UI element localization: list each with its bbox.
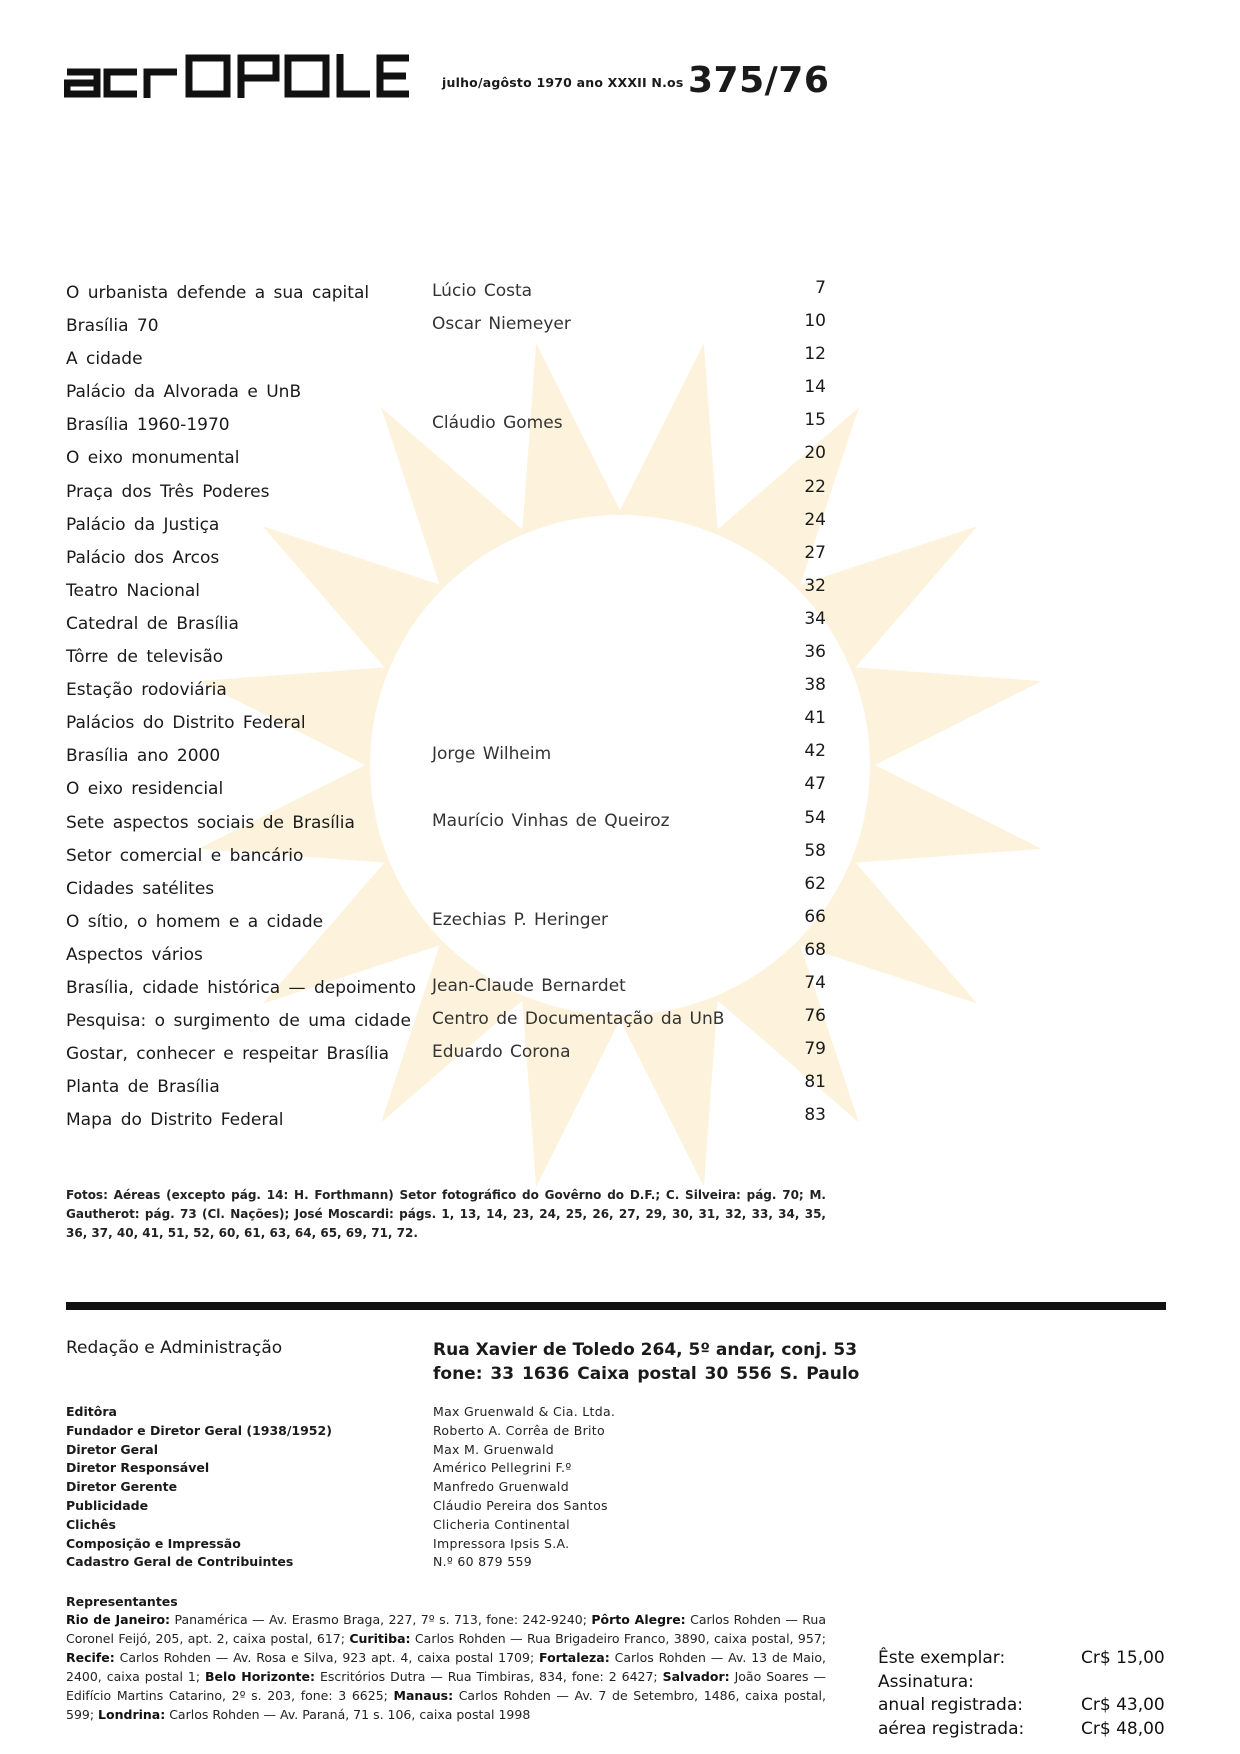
representante-detail: Escritórios Dutra — Rua Timbiras, 834, fone: 2 6427; — [314, 1669, 663, 1684]
toc-row — [66, 374, 826, 407]
toc-author: Lúcio Costa — [432, 281, 533, 301]
representante-city: Rio de Janeiro: — [66, 1612, 171, 1627]
staff-role: Editôra — [66, 1404, 117, 1419]
staff-role: Publicidade — [66, 1497, 149, 1513]
staff-row — [66, 1404, 766, 1423]
representante-detail: Carlos Rohden — Av. 13 de Maio, 2400, caixa postal 1; — [66, 1650, 826, 1684]
price-value: Cr$ 15,00 — [1081, 1648, 1165, 1668]
toc-title: Praça dos Três Poderes — [66, 481, 270, 502]
representante-detail: Carlos Rohden — Rua Brigadeiro Franco, 3890, caixa postal, 957; — [410, 1631, 826, 1646]
toc-page-number: 22 — [804, 476, 826, 497]
toc-row — [66, 1003, 826, 1036]
toc-row — [66, 1036, 826, 1069]
representante-city: Fortaleza: — [539, 1650, 610, 1665]
toc-author: Jorge Wilheim — [432, 744, 552, 765]
toc-row — [66, 407, 826, 440]
toc-page-number: 76 — [804, 1006, 826, 1027]
representante-city: Salvador: — [662, 1669, 730, 1684]
toc-row — [66, 507, 826, 540]
toc-row — [66, 341, 826, 374]
toc-title: Gostar, conhecer e respeitar Brasília — [66, 1044, 390, 1065]
price-value: Cr$ 43,00 — [1081, 1695, 1165, 1715]
toc-page-number: 62 — [804, 873, 826, 894]
toc-author: Jean-Claude Bernardet — [432, 975, 626, 996]
toc-title: Setor comercial e bancário — [66, 845, 304, 866]
toc-row — [66, 474, 826, 507]
toc-author: Cláudio Gomes — [432, 413, 563, 434]
price-row — [878, 1719, 1168, 1743]
toc-page-number: 68 — [804, 939, 826, 960]
representantes-title: Representantes — [66, 1594, 178, 1609]
price-box — [878, 1648, 1168, 1742]
representantes-text — [66, 1610, 826, 1724]
staff-name: Max M. Gruenwald — [433, 1441, 554, 1457]
toc-page-number: 81 — [804, 1072, 826, 1093]
staff-row — [66, 1554, 766, 1573]
toc-title: A cidade — [66, 349, 143, 370]
representante-detail: Carlos Rohden — Av. Rosa e Silva, 923 apt. 4, caixa postal 1709; — [114, 1650, 540, 1665]
price-label: Êste exemplar: — [878, 1648, 1006, 1668]
toc-row — [66, 970, 826, 1003]
toc-title: Aspectos vários — [66, 944, 203, 965]
acropole-logo — [64, 54, 412, 98]
staff-list — [66, 1404, 766, 1573]
staff-name: Manfredo Gruenwald — [433, 1479, 569, 1495]
toc-row — [66, 275, 826, 308]
staff-name: Max Gruenwald & Cia. Ltda. — [433, 1404, 616, 1419]
staff-role: Diretor Gerente — [66, 1479, 178, 1495]
toc-page-number: 54 — [804, 807, 826, 828]
toc-title: Teatro Nacional — [66, 580, 200, 601]
toc-title: Tôrre de televisão — [66, 647, 224, 668]
toc-row — [66, 540, 826, 573]
toc-title: Palácio dos Arcos — [66, 547, 220, 568]
section-divider — [66, 1302, 1166, 1310]
issue-number: 375/76 — [688, 60, 830, 101]
toc-page-number: 42 — [804, 741, 826, 762]
toc-row — [66, 805, 826, 838]
toc-title: Brasília, cidade histórica — depoimento — [66, 977, 416, 998]
toc-row — [66, 838, 826, 871]
toc-title: Planta de Brasília — [66, 1077, 220, 1098]
toc-page-number: 27 — [804, 542, 826, 563]
staff-name: Roberto A. Corrêa de Brito — [433, 1422, 605, 1438]
toc-row — [66, 705, 826, 738]
representante-detail: Carlos Rohden — Rua Coronel Feijó, 205, apt. 2, caixa postal, 617; — [66, 1612, 826, 1646]
price-row — [878, 1648, 1168, 1672]
representante-detail: João Soares — Edifício Martins Catarino, 2º s. 203, fone: 3 6625; — [66, 1669, 826, 1703]
toc-title: O urbanista defende a sua capital — [66, 283, 370, 303]
toc-row — [66, 308, 826, 341]
toc-title: O eixo monumental — [66, 448, 240, 469]
toc-page-number: 20 — [804, 443, 826, 464]
staff-role: Diretor Responsável — [66, 1460, 210, 1476]
toc-page-number: 79 — [804, 1039, 826, 1060]
toc-page-number: 10 — [804, 311, 826, 332]
toc-title: Mapa do Distrito Federal — [66, 1110, 284, 1131]
toc-page-number: 12 — [804, 344, 826, 365]
toc-author: Centro de Documentação da UnB — [432, 1009, 725, 1030]
toc-row — [66, 606, 826, 639]
toc-page-number: 74 — [804, 972, 826, 993]
toc-page-number: 41 — [804, 708, 826, 729]
toc-title: O sítio, o homem e a cidade — [66, 911, 324, 932]
toc-author: Oscar Niemeyer — [432, 314, 571, 335]
toc-author: Eduardo Corona — [432, 1042, 571, 1063]
toc-row — [66, 937, 826, 970]
toc-row — [66, 639, 826, 672]
toc-row — [66, 904, 826, 937]
toc-page-number: 66 — [804, 906, 826, 927]
toc-page-number: 38 — [804, 675, 826, 696]
price-label: anual registrada: — [878, 1695, 1023, 1715]
phone-line: fone: 33 1636 Caixa postal 30 556 S. Paulo — [433, 1364, 860, 1384]
redacao-label: Redação e Administração — [66, 1338, 283, 1358]
toc-row — [66, 573, 826, 606]
staff-row — [66, 1423, 766, 1442]
staff-row — [66, 1536, 766, 1555]
representante-city: Manaus: — [393, 1688, 454, 1703]
price-value: Cr$ 48,00 — [1081, 1718, 1165, 1739]
staff-name: Américo Pellegrini F.º — [433, 1460, 572, 1476]
representante-detail: Carlos Rohden — Av. 7 de Setembro, 1486, caixa postal, 599; — [66, 1688, 826, 1722]
toc-page-number: 15 — [804, 410, 826, 431]
staff-role: Cadastro Geral de Contribuintes — [66, 1554, 294, 1570]
price-label: Assinatura: — [878, 1671, 974, 1692]
table-of-contents — [66, 275, 826, 1135]
toc-title: Palácio da Alvorada e UnB — [66, 382, 302, 403]
address-line: Rua Xavier de Toledo 264, 5º andar, conj. 53 — [433, 1340, 858, 1360]
staff-role: Clichês — [66, 1516, 116, 1532]
representante-city: Belo Horizonte: — [205, 1669, 315, 1684]
address-block — [433, 1338, 859, 1386]
staff-row — [66, 1479, 766, 1498]
toc-title: Palácios do Distrito Federal — [66, 713, 306, 734]
toc-row — [66, 871, 826, 904]
toc-page-number: 24 — [804, 509, 826, 530]
toc-row — [66, 738, 826, 771]
staff-role: Fundador e Diretor Geral (1938/1952) — [66, 1422, 332, 1438]
toc-title: Palácio da Justiça — [66, 514, 220, 535]
staff-row — [66, 1498, 766, 1517]
price-label: aérea registrada: — [878, 1718, 1025, 1739]
staff-name: N.º 60 879 559 — [433, 1554, 532, 1570]
toc-row — [66, 1069, 826, 1102]
price-row — [878, 1695, 1168, 1719]
representante-city: Londrina: — [98, 1707, 166, 1722]
toc-row — [66, 771, 826, 804]
toc-title: Sete aspectos sociais de Brasília — [66, 812, 355, 833]
toc-title: Catedral de Brasília — [66, 613, 239, 634]
toc-page-number: 32 — [804, 575, 826, 596]
toc-page-number: 83 — [804, 1105, 826, 1126]
staff-row — [66, 1442, 766, 1461]
toc-title: Brasília 1960-1970 — [66, 415, 230, 436]
issue-date: julho/agôsto 1970 ano XXXII N.os — [442, 75, 684, 90]
staff-name: Cláudio Pereira dos Santos — [433, 1497, 608, 1513]
price-row — [878, 1672, 1168, 1696]
toc-title: O eixo residencial — [66, 779, 224, 800]
toc-author: Maurício Vinhas de Queiroz — [432, 810, 670, 831]
photo-credits: Fotos: Aéreas (excepto pág. 14: H. Forthmann) Setor fotográfico do Govêrno do D.F.; C. Silveira: pág. 70; M. Gautherot: pág. 73 (Cl. Nações); José Moscardi: págs. 1, 13, 14, 23, 24, 25, 26, 27, 29, 30, 31, 32, 33, 34, 35, 36, 37, 40, 41, 51, 52, 60, 61, 63, 64, 65, 69, 71, 72. — [66, 1188, 826, 1240]
toc-title: Brasília ano 2000 — [66, 746, 221, 767]
toc-page-number: 14 — [804, 377, 826, 398]
toc-page-number: 47 — [804, 774, 826, 795]
toc-row — [66, 672, 826, 705]
representante-detail: Carlos Rohden — Av. Paraná, 71 s. 106, caixa postal 1998 — [165, 1707, 531, 1722]
toc-row — [66, 440, 826, 473]
toc-page-number: 34 — [804, 608, 826, 629]
toc-title: Brasília 70 — [66, 316, 159, 337]
toc-page-number: 36 — [804, 642, 826, 663]
toc-author: Ezechias P. Heringer — [432, 909, 609, 930]
staff-row — [66, 1460, 766, 1479]
staff-row — [66, 1517, 766, 1536]
toc-title: Cidades satélites — [66, 878, 215, 899]
staff-role: Composição e Impressão — [66, 1535, 241, 1551]
representante-city: Pôrto Alegre: — [591, 1612, 686, 1627]
staff-name: Impressora Ipsis S.A. — [433, 1535, 570, 1551]
representante-city: Recife: — [66, 1650, 115, 1665]
toc-row — [66, 1102, 826, 1135]
toc-page-number: 7 — [815, 278, 826, 298]
representante-city: Curitiba: — [349, 1631, 411, 1646]
staff-role: Diretor Geral — [66, 1441, 159, 1457]
toc-title: Estação rodoviária — [66, 680, 227, 701]
toc-title: Pesquisa: o surgimento de uma cidade — [66, 1011, 411, 1032]
toc-page-number: 58 — [804, 840, 826, 861]
representante-detail: Panamérica — Av. Erasmo Braga, 227, 7º s. 713, fone: 242-9240; — [170, 1612, 592, 1627]
staff-name: Clicheria Continental — [433, 1516, 570, 1532]
